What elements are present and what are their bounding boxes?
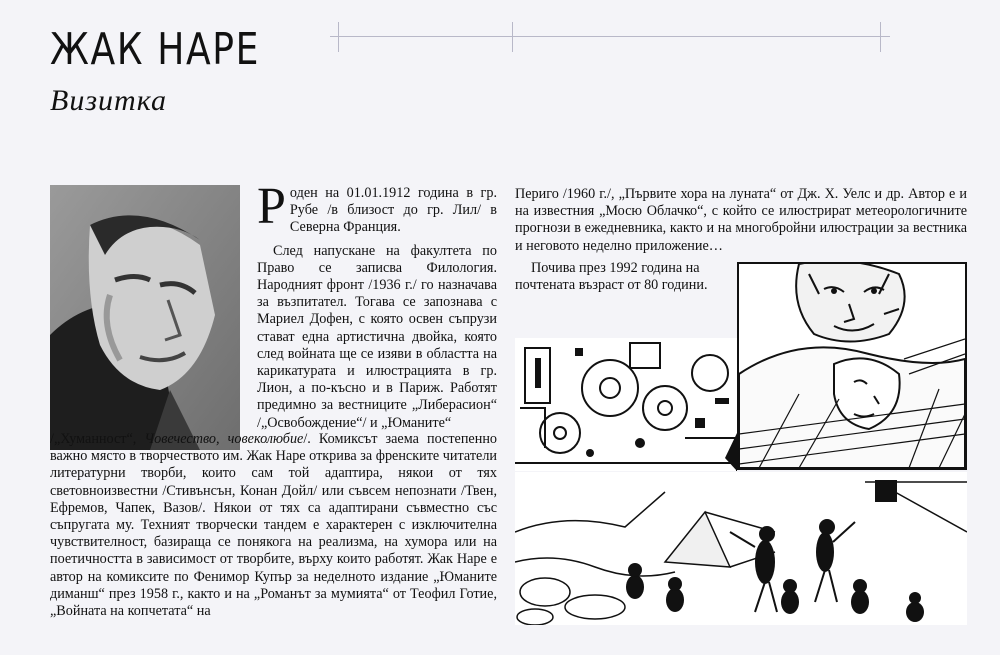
article-italic-text: Човечество, човеколюбие [144, 431, 304, 447]
comic-figures-illustration [515, 472, 967, 625]
article-paragraph: Периго /1960 г./, „Първите хора на луната“ от Дж. Х. Уелс и др. Автор е и на известния „Мосю Облачко“, с който се илюстрират метеорологичните прогнози в ежедневника, както и на многобройни илюстрации за вестника и неговото неделно приложение… [515, 186, 967, 254]
author-portrait-photo [50, 185, 240, 450]
article-paragraph: След напускане на факултета по Право се записва Филология. Народният фронт /1936 г./ го назначава за възпитател. Тогава се запознава с Мариел Дофен, с която освен съпрузи стават една артистична двойка, която след войната ще се изяви в областта на карикатурата и илюстрацията в гр. Лион, а по-късно и в Париж. Работят предимно за вестниците „Либерасион“ /„Освобождение“/ и „Юманите“ [257, 242, 497, 431]
comic-machinery-illustration [515, 338, 737, 471]
drop-cap: Р [257, 178, 286, 235]
decorative-tick [512, 22, 513, 52]
article-column-top [257, 178, 497, 432]
article-column-right-small [515, 260, 730, 294]
decorative-tick [880, 22, 881, 52]
article-paragraph [257, 178, 497, 237]
article-column-bottom [50, 431, 497, 620]
page-subtitle: Визитка [50, 84, 167, 117]
page-title: ЖАК НАРЕ [50, 24, 261, 75]
decorative-tick [338, 22, 339, 52]
comic-tiger-illustration [737, 262, 967, 470]
article-column-right [515, 186, 967, 255]
article-text: /. Комиксът заема постепенно важно място в творчеството им. Жак Наре открива за френските читатели литературни творби, които сам той адаптира, някои от тях световноизвестни /Стивънсън, Конан Дойл/ или съвсем непознати /Твен, Ефремов, Чапек, Вазов/. Някои от тях са адаптирани съвместно със съпругата му. Техният творчески тандем е характерен с изключителна чувствителност, базираща се понякога на реализма, на хумора или на поетичността в зависимост от творбите, върху които работят. Жак Наре е автор на комиксите по Фенимор Купър за неделното издание „Юманите диманш“ през 1958 г., както и на „Романът за мумията“ от Теофил Готие, „Войната на копчетата“ на [50, 431, 498, 620]
article-text: /„Хуманност“, [50, 431, 145, 447]
article-text: оден на 01.01.1912 година в гр. Рубе /в близост до гр. Лил/ в Северна Франция. [289, 185, 497, 236]
article-paragraph: Почива през 1992 година на почтената възраст от 80 години. [515, 260, 708, 294]
article-paragraph [50, 431, 497, 620]
decorative-rule [330, 36, 890, 37]
